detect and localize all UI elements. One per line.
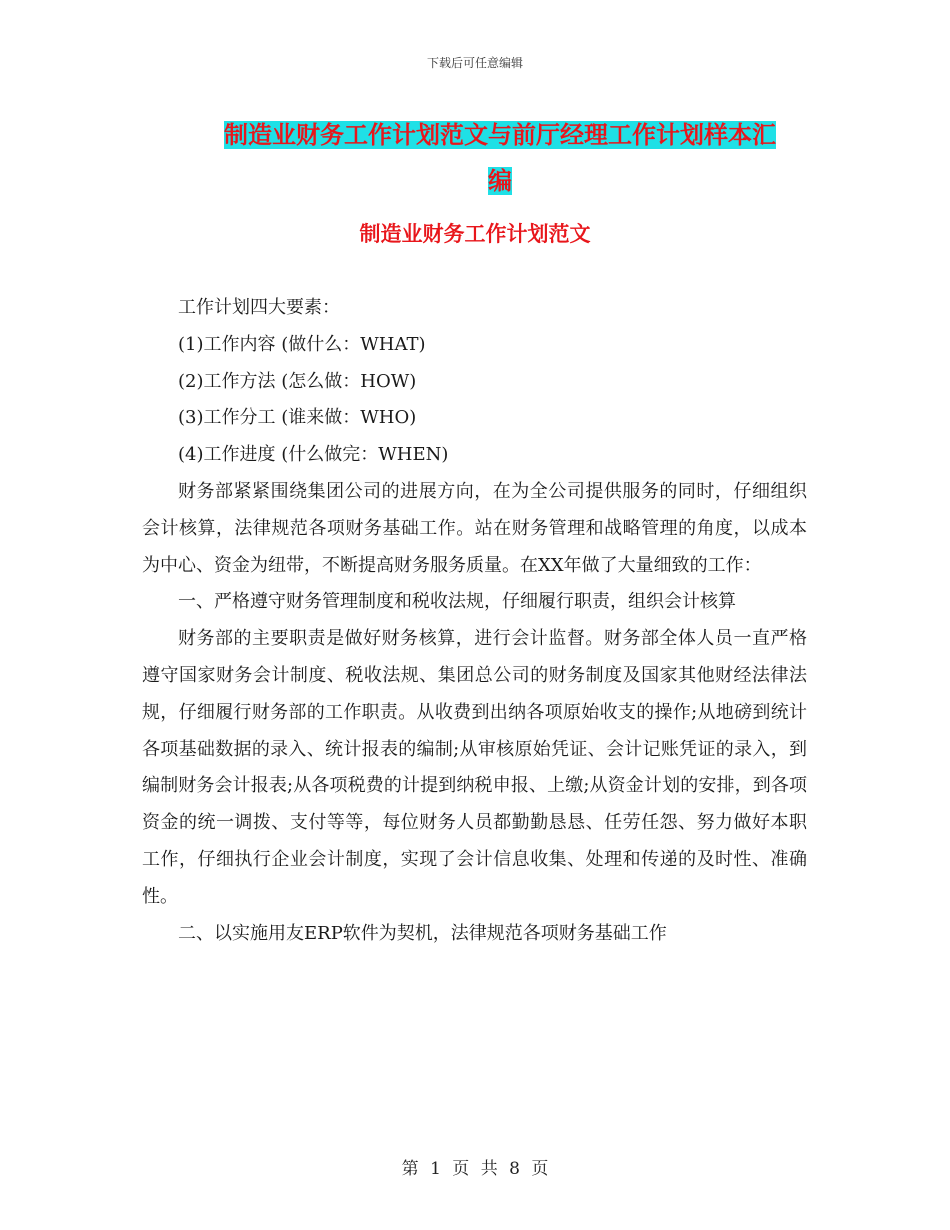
page-header: 下载后可任意编辑: [426, 56, 523, 70]
paragraph: 工作计划四大要素：: [178, 297, 340, 318]
paragraph: (2)工作方法 (怎么做：HOW): [178, 370, 417, 392]
page-footer: 第 1 页 共 8 页: [401, 1159, 549, 1179]
document-title: [150, 112, 850, 204]
title-line-1: 制造业财务工作计划范文与前厅经理工作计划样本汇: [224, 121, 776, 149]
paragraph: 二、以实施用友ERP软件为契机，法律规范各项财务基础工作: [178, 922, 667, 944]
section-title: 制造业财务工作计划范文: [359, 222, 591, 246]
paragraph: 财务部紧紧围绕集团公司的进展方向，在为全公司提供服务的同时，仔细组织会计核算，法律规范各项财务基础工作。站在财务管理和战略管理的角度，以成本为中心、资金为纽带，不断提高财务服务质量。在XX年做了大量细致的工作：: [142, 480, 807, 576]
paragraph: (3)工作分工 (谁来做：WHO): [178, 407, 417, 429]
paragraph: (4)工作进度 (什么做完：WHEN): [178, 444, 449, 466]
paragraph: 一、严格遵守财务管理制度和税收法规，仔细履行职责，组织会计核算: [178, 591, 736, 613]
title-line-2: 编: [488, 167, 512, 195]
paragraph: 财务部的主要职责是做好财务核算，进行会计监督。财务部全体人员一直严格遵守国家财务会计制度、税收法规、集团总公司的财务制度及国家其他财经法律法规，仔细履行财务部的工作职责。从收费到出纳各项原始收支的操作;从地磅到统计各项基础数据的录入、统计报表的编制;从审核原始凭证、会计记账凭证的录入，到编制财务会计报表;从各项税费的计提到纳税申报、上缴;从资金计划的安排，到各项资金的统一调拨、支付等等，每位财务人员都勤勤恳恳、任劳任怨、努力做好本职工作，仔细执行企业会计制度，实现了会计信息收集、处理和传递的及时性、准确性。: [142, 628, 807, 907]
document-body: [142, 290, 807, 952]
paragraph: (1)工作内容 (做什么：WHAT): [178, 333, 426, 355]
